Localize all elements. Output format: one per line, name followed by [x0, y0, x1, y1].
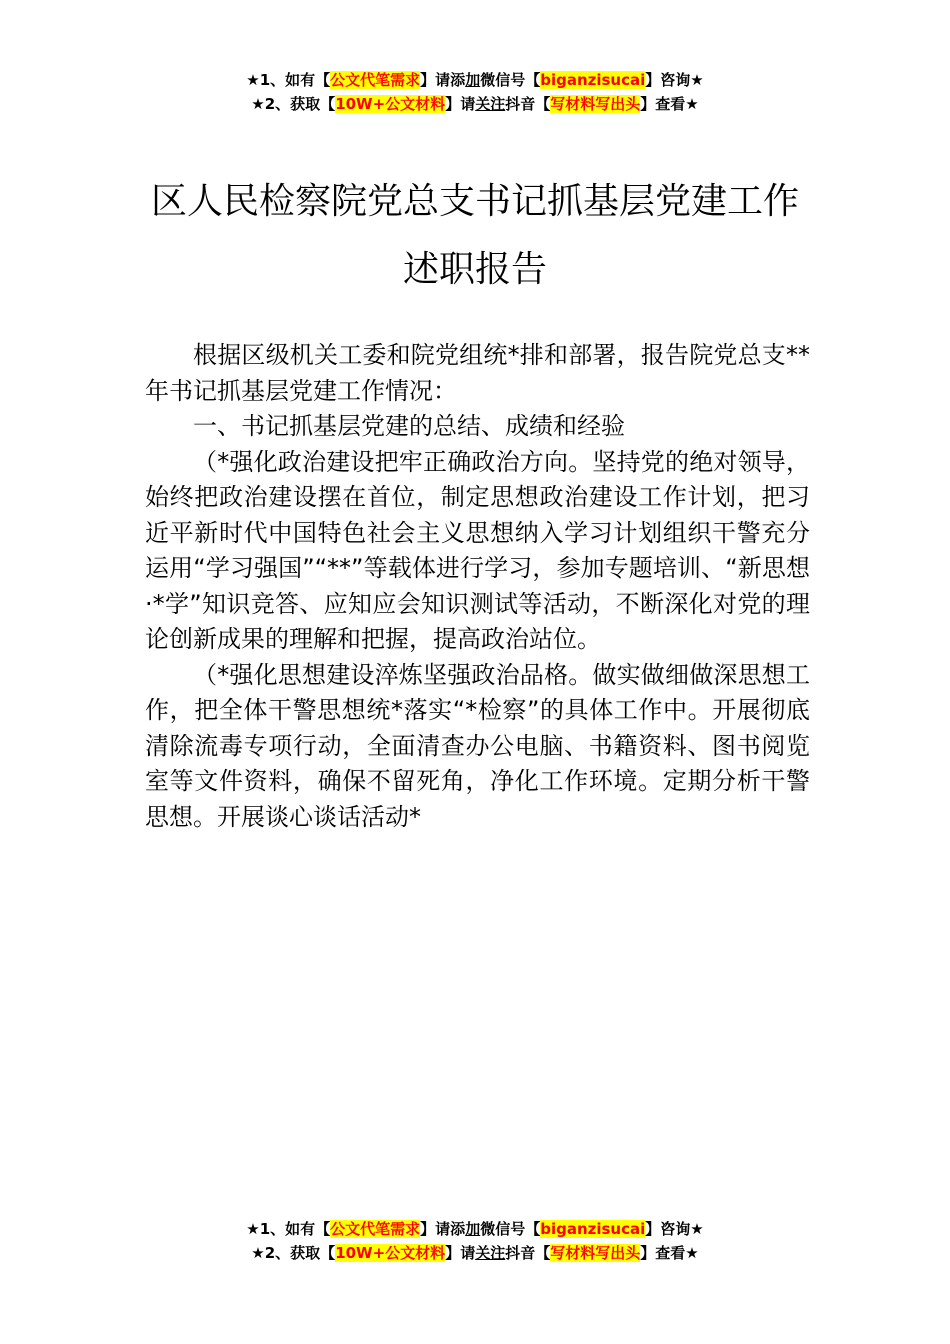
bottom-banner: [0, 1217, 950, 1265]
banner-text: 】请: [445, 95, 476, 113]
banner-text: 】查看★: [640, 95, 699, 113]
banner-text: 】请: [445, 1244, 476, 1262]
banner-text: 抖音【: [505, 95, 551, 113]
banner-highlight-wechat-id: biganzisucai: [540, 1220, 646, 1238]
banner-text: 】请添: [420, 71, 466, 89]
banner-line-2: [0, 1241, 950, 1265]
banner-text: 微信号【: [480, 1220, 541, 1238]
paragraph-intro: 根据区级机关工委和院党组统*排和部署，报告院党总支**年书记抓基层党建工作情况：: [145, 341, 810, 405]
top-banner: [0, 68, 950, 116]
banner-line-1: [0, 68, 950, 92]
paragraph-political-construction: （*强化政治建设把牢正确政治方向。坚持党的绝对领导，始终把政治建设摆在首位，制定思想政治建设工作计划，把习近平新时代中国特色社会主义思想纳入学习计划组织干警充分运用“学习强国”“**”等载体进行学习，参加专题培训、“新思想·*学”知识竞答、应知应会知识测试等活动，不断深化对党的理论创新成果的理解和把握，提高政治站位。: [145, 447, 810, 653]
banner-text: 抖音【: [505, 1244, 551, 1262]
banner-underlined-text: 关注: [475, 1244, 506, 1262]
banner-text: ★2、获取【: [251, 95, 336, 113]
banner-line-1: [0, 1217, 950, 1241]
banner-underlined-text: 加: [465, 1220, 481, 1238]
section-heading: 一、书记抓基层党建的总结、成绩和经验: [193, 412, 625, 440]
banner-highlight: 10W+公文材料: [335, 1244, 446, 1262]
banner-text: 微信号【: [480, 71, 541, 89]
banner-text: 】请添: [420, 1220, 466, 1238]
banner-underlined-text: 加: [465, 71, 481, 89]
banner-highlight: 公文代笔需求: [330, 1220, 421, 1238]
document-title-line-2: 述职报告: [402, 249, 547, 290]
document-body: [145, 338, 810, 835]
banner-text: 】咨询★: [645, 1220, 704, 1238]
document-title-line-1: 区人民检察院党总支书记抓基层党建工作: [150, 181, 799, 222]
banner-underlined-text: 关注: [475, 95, 506, 113]
banner-highlight: 10W+公文材料: [335, 95, 446, 113]
banner-line-2: [0, 92, 950, 116]
banner-text: 】查看★: [640, 1244, 699, 1262]
banner-text: ★1、如有【: [246, 71, 331, 89]
banner-highlight-douyin: 写材料写出头: [550, 95, 641, 113]
banner-text: ★2、获取【: [251, 1244, 336, 1262]
banner-highlight: 公文代笔需求: [330, 71, 421, 89]
banner-text: ★1、如有【: [246, 1220, 331, 1238]
banner-text: 】咨询★: [645, 71, 704, 89]
banner-highlight-wechat-id: biganzisucai: [540, 71, 646, 89]
paragraph-ideological-construction: （*强化思想建设淬炼坚强政治品格。做实做细做深思想工作，把全体干警思想统*落实“*检察”的具体工作中。开展彻底清除流毒专项行动，全面清查办公电脑、书籍资料、图书阅览室等文件资料，确保不留死角，净化工作环境。定期分析干警思想。开展谈心谈话活动*: [145, 660, 810, 831]
banner-highlight-douyin: 写材料写出头: [550, 1244, 641, 1262]
